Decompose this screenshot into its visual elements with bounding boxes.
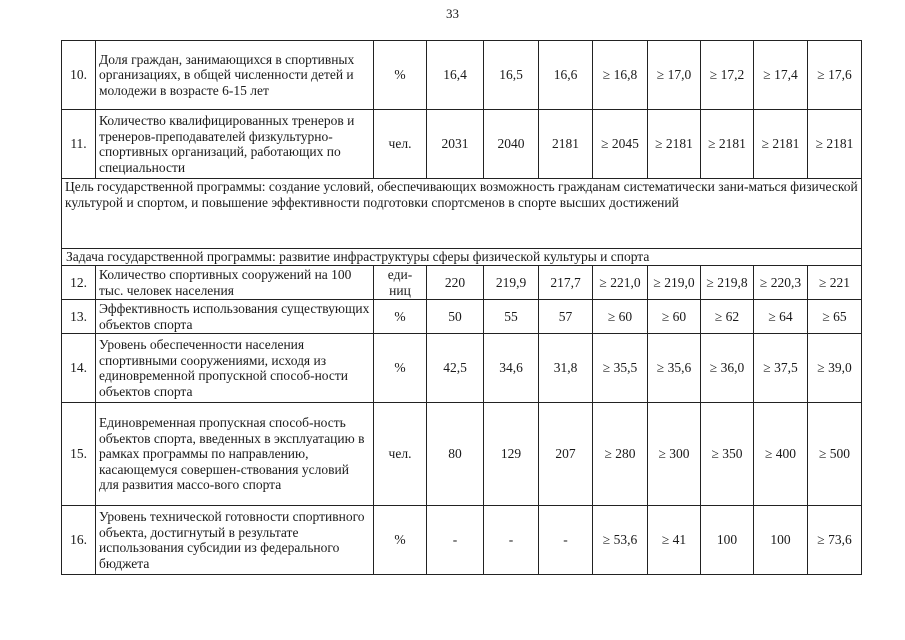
table-row bbox=[62, 506, 862, 575]
value-cell: ≥ 41 bbox=[648, 506, 701, 575]
row-number: 10. bbox=[62, 41, 96, 110]
row-number: 15. bbox=[62, 403, 96, 506]
table-row bbox=[62, 110, 862, 179]
value-cell: ≥ 220,3 bbox=[754, 266, 808, 300]
table-row bbox=[62, 334, 862, 403]
row-number: 13. bbox=[62, 300, 96, 334]
indicator-name: Количество спортивных сооружений на 100 тыс. человек населения bbox=[96, 266, 374, 300]
unit-cell: еди-ниц bbox=[374, 266, 427, 300]
indicator-name: Количество квалифицированных тренеров и тренеров-преподавателей физкультурно-спортивных организаций, работающих по специальности bbox=[96, 110, 374, 179]
unit-cell: % bbox=[374, 506, 427, 575]
value-cell: 16,4 bbox=[427, 41, 484, 110]
row-number: 16. bbox=[62, 506, 96, 575]
value-cell: ≥ 2181 bbox=[701, 110, 754, 179]
value-cell: ≥ 17,4 bbox=[754, 41, 808, 110]
value-cell: ≥ 60 bbox=[648, 300, 701, 334]
value-cell: 80 bbox=[427, 403, 484, 506]
value-cell: 217,7 bbox=[539, 266, 593, 300]
value-cell: - bbox=[539, 506, 593, 575]
value-cell: ≥ 53,6 bbox=[593, 506, 648, 575]
value-cell: 207 bbox=[539, 403, 593, 506]
value-cell: 31,8 bbox=[539, 334, 593, 403]
table-row bbox=[62, 300, 862, 334]
value-cell: ≥ 221,0 bbox=[593, 266, 648, 300]
value-cell: ≥ 300 bbox=[648, 403, 701, 506]
value-cell: ≥ 17,0 bbox=[648, 41, 701, 110]
value-cell: 2040 bbox=[484, 110, 539, 179]
value-cell: ≥ 400 bbox=[754, 403, 808, 506]
value-cell: 219,9 bbox=[484, 266, 539, 300]
unit-cell: % bbox=[374, 41, 427, 110]
unit-cell: % bbox=[374, 300, 427, 334]
indicators-table bbox=[61, 40, 862, 575]
unit-cell: чел. bbox=[374, 403, 427, 506]
value-cell: - bbox=[484, 506, 539, 575]
table-row bbox=[62, 41, 862, 110]
row-number: 11. bbox=[62, 110, 96, 179]
unit-cell: % bbox=[374, 334, 427, 403]
table-row bbox=[62, 266, 862, 300]
value-cell: ≥ 17,2 bbox=[701, 41, 754, 110]
value-cell: ≥ 35,6 bbox=[648, 334, 701, 403]
value-cell: 55 bbox=[484, 300, 539, 334]
value-cell: ≥ 219,8 bbox=[701, 266, 754, 300]
value-cell: ≥ 221 bbox=[808, 266, 862, 300]
value-cell: ≥ 36,0 bbox=[701, 334, 754, 403]
task-row bbox=[62, 249, 862, 266]
value-cell: ≥ 350 bbox=[701, 403, 754, 506]
value-cell: 2031 bbox=[427, 110, 484, 179]
value-cell: 57 bbox=[539, 300, 593, 334]
value-cell: ≥ 39,0 bbox=[808, 334, 862, 403]
value-cell: 100 bbox=[701, 506, 754, 575]
value-cell: ≥ 280 bbox=[593, 403, 648, 506]
table-row bbox=[62, 403, 862, 506]
page-number: 33 bbox=[446, 6, 459, 21]
indicator-name: Доля граждан, занимающихся в спортивных организациях, в общей численности детей и молодежи в возрасте 6-15 лет bbox=[96, 41, 374, 110]
value-cell: ≥ 2045 bbox=[593, 110, 648, 179]
indicator-name: Уровень обеспеченности населения спортивными сооружениями, исходя из единовременной пропускной способ-ности объектов спорта bbox=[96, 334, 374, 403]
row-number: 14. bbox=[62, 334, 96, 403]
value-cell: ≥ 62 bbox=[701, 300, 754, 334]
goal-text: Цель государственной программы: создание условий, обеспечивающих возможность гражданам систематически зани-маться физической культурой и спортом, и повышение эффективности подготовки спортсменов в спорте высших достижений bbox=[62, 179, 862, 249]
value-cell: 2181 bbox=[539, 110, 593, 179]
indicator-name: Уровень технической готовности спортивного объекта, достигнутый в результате использования субсидии из федерального бюджета bbox=[96, 506, 374, 575]
value-cell: 42,5 bbox=[427, 334, 484, 403]
value-cell: ≥ 219,0 bbox=[648, 266, 701, 300]
indicator-name: Эффективность использования существующих объектов спорта bbox=[96, 300, 374, 334]
value-cell: ≥ 16,8 bbox=[593, 41, 648, 110]
value-cell: 100 bbox=[754, 506, 808, 575]
value-cell: 220 bbox=[427, 266, 484, 300]
value-cell: ≥ 37,5 bbox=[754, 334, 808, 403]
value-cell: 50 bbox=[427, 300, 484, 334]
row-number: 12. bbox=[62, 266, 96, 300]
value-cell: 129 bbox=[484, 403, 539, 506]
value-cell: ≥ 2181 bbox=[808, 110, 862, 179]
value-cell: ≥ 65 bbox=[808, 300, 862, 334]
value-cell: - bbox=[427, 506, 484, 575]
value-cell: ≥ 2181 bbox=[648, 110, 701, 179]
value-cell: ≥ 64 bbox=[754, 300, 808, 334]
value-cell: ≥ 2181 bbox=[754, 110, 808, 179]
value-cell: ≥ 60 bbox=[593, 300, 648, 334]
value-cell: ≥ 17,6 bbox=[808, 41, 862, 110]
value-cell: ≥ 500 bbox=[808, 403, 862, 506]
goal-row bbox=[62, 179, 862, 249]
value-cell: ≥ 35,5 bbox=[593, 334, 648, 403]
value-cell: 34,6 bbox=[484, 334, 539, 403]
unit-cell: чел. bbox=[374, 110, 427, 179]
indicator-name: Единовременная пропускная способ-ность объектов спорта, введенных в эксплуатацию в рамках программы по направлению, касающемуся совершен-ствования условий для развития массо-вого спорта bbox=[96, 403, 374, 506]
value-cell: ≥ 73,6 bbox=[808, 506, 862, 575]
value-cell: 16,6 bbox=[539, 41, 593, 110]
task-text: Задача государственной программы: развитие инфраструктуры сферы физической культуры и спорта bbox=[62, 249, 862, 266]
value-cell: 16,5 bbox=[484, 41, 539, 110]
